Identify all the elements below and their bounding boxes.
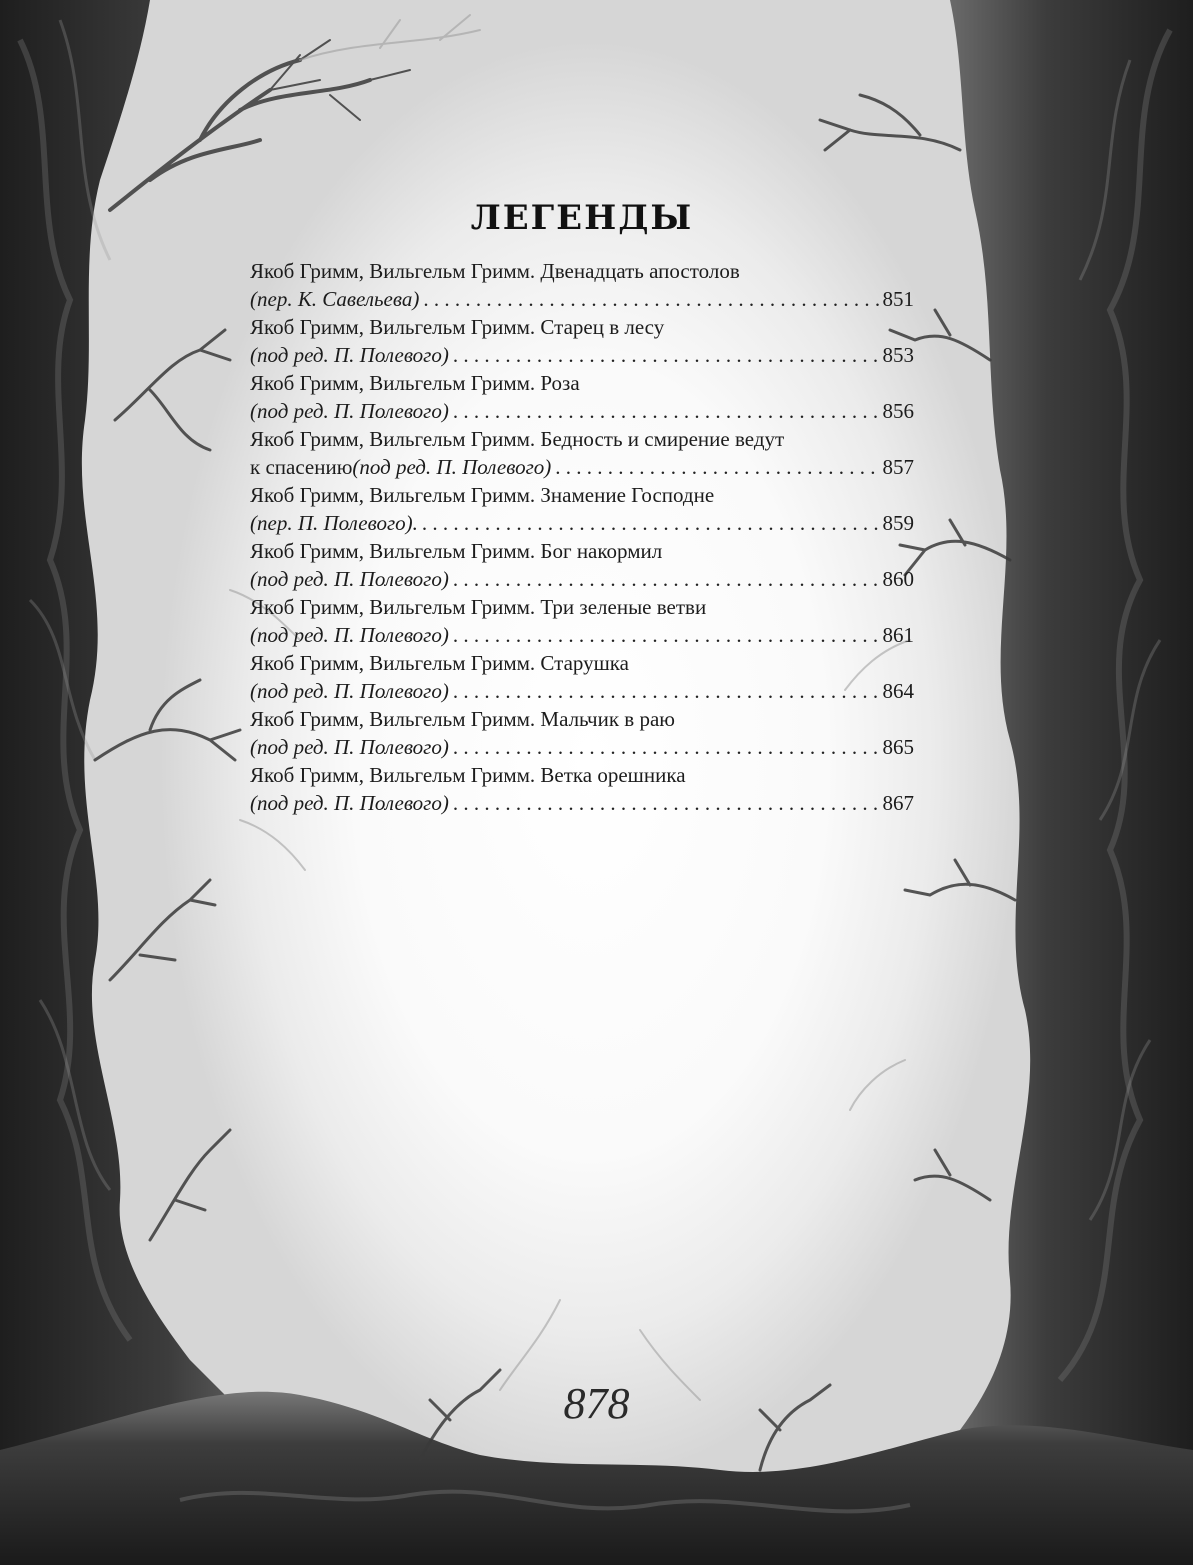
entry-title: Якоб Гримм, Вильгельм Гримм. Двенадцать апостолов xyxy=(250,259,740,283)
entry-page-number: 853 xyxy=(882,342,914,367)
entry-page-number: 864 xyxy=(882,678,914,703)
leader-dots xyxy=(453,790,879,818)
toc-entry[interactable] xyxy=(250,762,914,817)
leader-dots xyxy=(453,398,879,426)
toc-entry[interactable] xyxy=(250,706,914,761)
entry-title: Якоб Гримм, Вильгельм Гримм. Три зеленые ветви xyxy=(250,595,707,619)
entry-page-number: 860 xyxy=(882,566,914,591)
entry-note: (под ред. П. Полевого) xyxy=(250,678,449,703)
leader-dots xyxy=(423,286,878,314)
entry-note: (под ред. П. Полевого) xyxy=(250,734,449,759)
toc-entry[interactable] xyxy=(250,482,914,537)
entry-title: Якоб Гримм, Вильгельм Гримм. Старушка xyxy=(250,651,629,675)
entry-title: Якоб Гримм, Вильгельм Гримм. Ветка орешника xyxy=(250,763,686,787)
leader-dots xyxy=(422,510,879,538)
entry-title: Якоб Гримм, Вильгельм Гримм. Старец в лесу xyxy=(250,315,665,339)
toc-entry[interactable] xyxy=(250,650,914,705)
section-title: ЛЕГЕНДЫ xyxy=(470,198,694,238)
entry-page-number: 851 xyxy=(882,286,914,311)
entry-page-number: 865 xyxy=(882,734,914,759)
page-folio-number: 878 xyxy=(563,1379,630,1428)
entry-prefix: к спасению xyxy=(250,454,353,479)
entry-note: (под ред. П. Полевого) xyxy=(250,342,449,367)
entry-note: (пер. П. Полевого). xyxy=(250,510,418,535)
leader-dots xyxy=(453,342,879,370)
entry-page-number: 856 xyxy=(882,398,914,423)
toc-entry[interactable] xyxy=(250,370,914,425)
entry-title: Якоб Гримм, Вильгельм Гримм. Бог накормил xyxy=(250,539,663,563)
toc-entry[interactable] xyxy=(250,258,914,313)
entry-note: (под ред. П. Полевого) xyxy=(250,622,449,647)
table-of-contents xyxy=(250,196,914,818)
toc-entry[interactable] xyxy=(250,594,914,649)
leader-dots xyxy=(453,566,879,594)
entry-page-number: 859 xyxy=(882,510,914,535)
entry-title: Якоб Гримм, Вильгельм Гримм. Бедность и смирение ведут xyxy=(250,427,785,451)
left-rock-wall xyxy=(0,0,280,1565)
right-rock-wall xyxy=(950,0,1193,1565)
leader-dots xyxy=(453,622,879,650)
entry-title: Якоб Гримм, Вильгельм Гримм. Мальчик в раю xyxy=(250,707,675,731)
entry-title: Якоб Гримм, Вильгельм Гримм. Роза xyxy=(250,371,580,395)
toc-entry[interactable] xyxy=(250,538,914,593)
entry-note: (под ред. П. Полевого) xyxy=(352,454,552,479)
entry-page-number: 857 xyxy=(882,454,914,479)
entry-note: (пер. К. Савельева) xyxy=(250,286,420,311)
entry-note: (под ред. П. Полевого) xyxy=(250,790,449,815)
entry-title: Якоб Гримм, Вильгельм Гримм. Знамение Господне xyxy=(250,483,715,507)
toc-entry[interactable] xyxy=(250,426,914,481)
leader-dots xyxy=(453,734,879,762)
entry-note: (под ред. П. Полевого) xyxy=(250,566,449,591)
leader-dots xyxy=(555,454,878,482)
entry-page-number: 867 xyxy=(882,790,914,815)
entry-page-number: 861 xyxy=(882,622,914,647)
toc-entry[interactable] xyxy=(250,314,914,369)
entry-note: (под ред. П. Полевого) xyxy=(250,398,449,423)
leader-dots xyxy=(453,678,879,706)
